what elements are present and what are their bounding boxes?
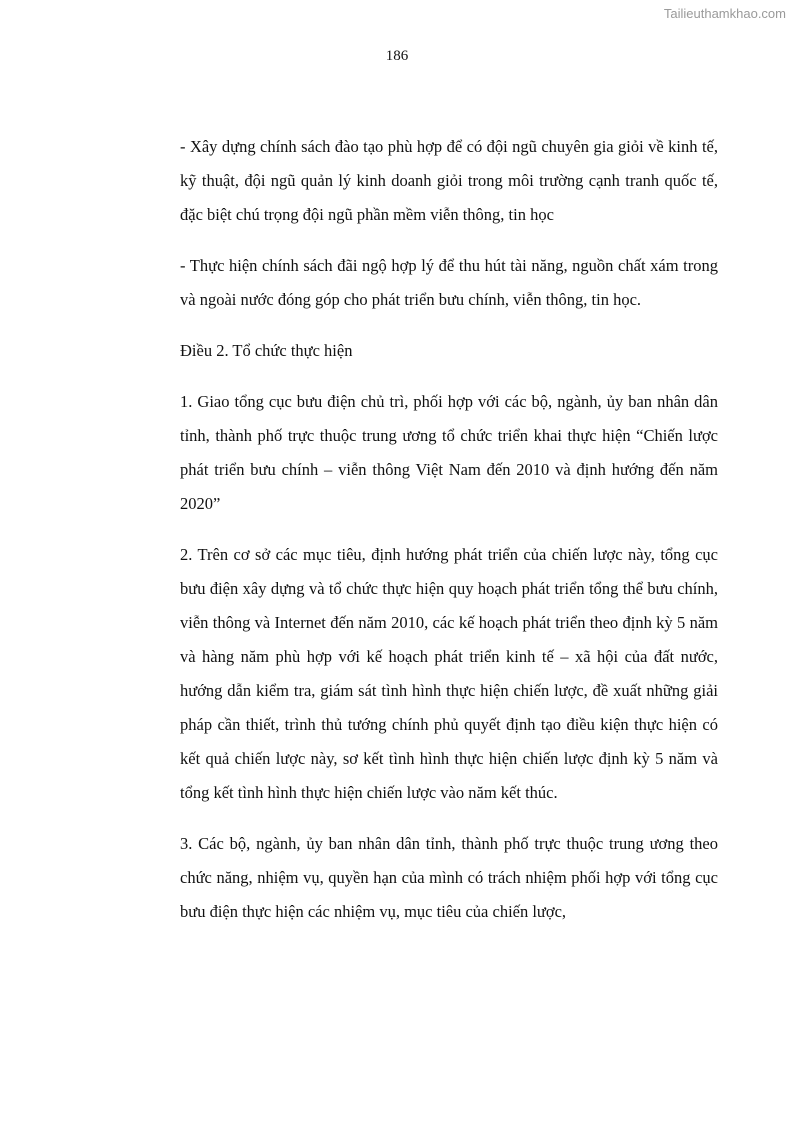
section-heading-article-2: Điều 2. Tổ chức thực hiện	[180, 341, 353, 360]
watermark-text: Tailieuthamkhao.com	[663, 6, 786, 21]
paragraph-item-3: 3. Các bộ, ngành, ủy ban nhân dân tỉnh, thành phố trực thuộc trung ương theo chức năng, nhiệm vụ, quyền hạn của mình có trách nhiệm phối hợp với tổng cục bưu điện thực hiện các nhiệm vụ, mục tiêu của chiến lược,	[180, 834, 718, 921]
paragraph-training-policy: - Xây dựng chính sách đào tạo phù hợp để có đội ngũ chuyên gia giỏi về kinh tế, kỹ thuật, đội ngũ quản lý kinh doanh giỏi trong môi trường cạnh tranh quốc tế, đặc biệt chú trọng đội ngũ phần mềm viễn thông, tin học	[180, 137, 718, 224]
paragraph-item-2: 2. Trên cơ sở các mục tiêu, định hướng phát triển của chiến lược này, tổng cục bưu điện xây dựng và tổ chức thực hiện quy hoạch phát triển tổng thể bưu chính, viễn thông và Internet đến năm 2010, các kế hoạch phát triển theo định kỳ 5 năm và hàng năm phù hợp với kế hoạch phát triển kinh tế – xã hội của đất nước, hướng dẫn kiểm tra, giám sát tình hình thực hiện chiến lược, đề xuất những giải pháp cần thiết, trình thủ tướng chính phủ quyết định tạo điều kiện thực hiện có kết quả chiến lược này, sơ kết tình hình thực hiện chiến lược định kỳ 5 năm và tổng kết tình hình thực hiện chiến lược vào năm kết thúc.	[180, 545, 718, 802]
paragraph-item-1: 1. Giao tổng cục bưu điện chủ trì, phối hợp với các bộ, ngành, ủy ban nhân dân tỉnh, thành phố trực thuộc trung ương tổ chức triển khai thực hiện “Chiến lược phát triển bưu chính – viễn thông Việt Nam đến 2010 và định hướng đến năm 2020”	[180, 392, 718, 513]
paragraph-compensation-policy: - Thực hiện chính sách đãi ngộ hợp lý để thu hút tài năng, nguồn chất xám trong và ngoài nước đóng góp cho phát triển bưu chính, viễn thông, tin học.	[180, 256, 718, 309]
document-body	[180, 130, 718, 946]
page-number: 186	[385, 48, 409, 64]
